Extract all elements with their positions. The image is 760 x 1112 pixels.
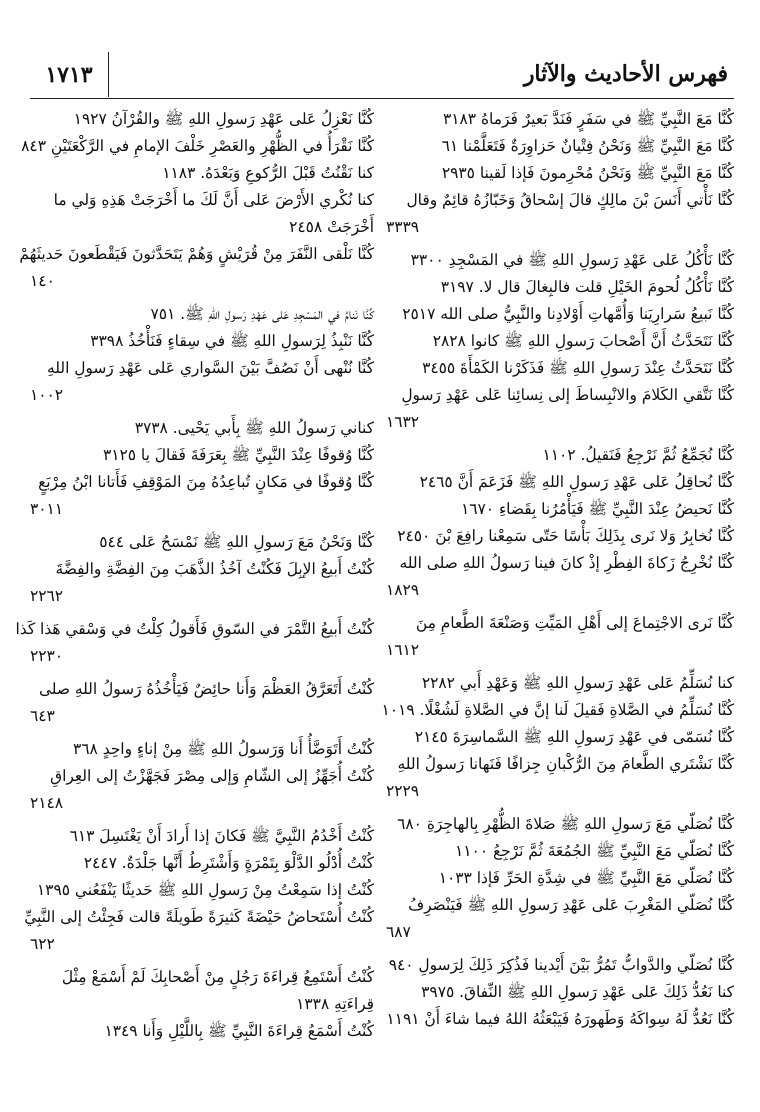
entry-text: كُنَّا نَأْتي أَنَسَ بْنَ مالِكٍ قالَ إسْحاقُ وَخَبّازُهُ قائِمٌ وقال — [406, 191, 734, 209]
index-entry-line — [386, 523, 734, 550]
entry-text: كُنَّا نَتَّقي الكَلامَ والانْبِساطَ إلى نِسائِنا عَلى عَهْدِ رَسولِ — [401, 386, 734, 404]
index-entry-line — [30, 268, 374, 295]
index-entry-line — [386, 952, 734, 979]
index-entry-line — [386, 610, 734, 637]
entry-text: كُنَّا نُنْهى أَنْ نَصُفَّ بَيْنَ السَّواري عَلى عَهْدِ رَسولِ اللهِ — [47, 359, 374, 377]
entry-text: كنا نُسَلِّمُ عَلى عَهْدِ رَسولِ اللهِ ﷺ وَعَهْدِ أَبي — [459, 674, 734, 692]
index-entry-line — [30, 529, 374, 556]
index-entry-line — [386, 496, 734, 523]
index-entry-line — [386, 724, 734, 751]
index-entry-line — [30, 583, 374, 610]
index-entry-line — [386, 301, 734, 328]
entry-text: كُنَّا نَقْرَأُ في الظُّهْرِ والعَصْرِ خَلْفَ الإمامِ في الرَّكْعَتَيْنِ — [50, 137, 374, 155]
entry-page-number: ٣٧٣٨ — [134, 419, 168, 437]
entry-page-number: ٦١ — [441, 137, 459, 155]
entry-text: كُنْتُ أُجَهِّزُ إلى الشّامِ وَإلى مِصْرَ فَجَهَّزْتُ إلى العِراقِ — [50, 767, 374, 785]
entry-page-number: ٣٣٠٠ — [410, 251, 444, 269]
entry-page-number: ٢٢٦٢ — [30, 587, 64, 605]
entry-page-number: ٣٣٣٩ — [386, 218, 420, 236]
index-entry-line — [30, 703, 374, 730]
entry-text: كُنْتُ أُدْلُو الدَّلْوَ بِتَمْرَةٍ وَأَشْتَرِطُ أَنَّها جَلْدَةٌ. — [121, 854, 374, 872]
entry-text: كنا نُكْري الأَرْضَ عَلى أَنَّ لَكَ ما أَخْرَجَتْ هَذِهِ وَلي ما — [53, 191, 374, 209]
index-entry-line — [386, 778, 734, 805]
index-entry-line — [30, 301, 374, 328]
entry-page-number: ٣١٩٧ — [440, 278, 474, 296]
index-entry-line — [30, 736, 374, 763]
entry-text: كُنَّا نُصَلّي مَعَ النَّبِيِّ ﷺ في شِدَّةِ الحَرِّ فَإذا — [476, 869, 734, 887]
index-entry-line — [21, 133, 374, 160]
entry-text: كُنَّا نَتَحَدَّثُ عِنْدَ رَسولِ اللهِ ﷺ فَذَكَرْنا الكَمْأَةَ — [460, 359, 734, 377]
index-entry-line — [386, 919, 734, 946]
index-entry-line — [386, 637, 734, 664]
index-entry-line — [386, 355, 734, 382]
entry-page-number: ٦٨٧ — [386, 923, 411, 941]
index-entry-line — [30, 877, 374, 904]
entry-page-number: ٣٦٨ — [72, 740, 98, 758]
entry-page-number: ١٣٣٨ — [296, 995, 330, 1013]
entry-page-number: ٣١٨٣ — [442, 110, 477, 128]
index-entry-line — [386, 187, 734, 214]
index-entry-line — [386, 838, 734, 865]
index-entry-line — [386, 979, 734, 1006]
index-entry-line — [30, 355, 374, 382]
index-entry-line — [386, 133, 734, 160]
entry-text: كُنَّا نُسَلِّمُ في الصَّلاةِ فَقيلَ لَنا إنَّ في الصَّلاةِ لَشُغْلًا. — [419, 701, 734, 719]
index-entry-line — [386, 247, 734, 274]
entry-text: كُنْتُ إذا سَمِعْتُ مِنْ رَسولِ اللهِ ﷺ حَديثًا يَنْفَعُني — [74, 881, 374, 899]
index-entry-line — [386, 409, 734, 436]
entry-text: كُنَّا نَأْكُلُ عَلى عَهْدِ رَسولِ اللهِ ﷺ في المَسْجِدِ — [448, 251, 734, 269]
index-entry-line — [30, 187, 374, 214]
page-header — [30, 52, 734, 99]
entry-text: كُنْتُ أَتَوَضَّأُ أَنا وَرَسولُ اللهِ ﷺ مِنْ إناءٍ واحِدٍ — [102, 740, 374, 758]
entry-text: كُنَّا نَبيعُ سَرارِيَنا وَأُمَّهاتِ أَوْلادِنا والنَّبِيُّ صلى الله — [440, 305, 734, 323]
index-entry-line — [386, 577, 734, 604]
entry-text: كُنَّا نُخابِرُ وَلا نَرى بِذَلِكَ بَأْسًا حَتّى سَمِعْنا رافِعَ بْنَ — [435, 527, 734, 545]
entry-page-number: ١٦٧٠ — [460, 500, 495, 518]
index-entry-line — [30, 496, 374, 523]
document-page — [15, 52, 734, 1102]
entry-text: كُنَّا نَأْكُلُ لُحومَ الخَيْلِ قلت فالبِغالَ قال لا. — [478, 278, 734, 296]
entry-page-number: ٢٤٥٨ — [289, 218, 323, 236]
entry-text: كُنَّا وُقوفًا في مَكانٍ تُباعِدُهُ مِنَ المَوْقِفِ فَأَتانا ابْنُ مِرْبَعٍ — [38, 473, 374, 491]
index-entry-line — [386, 892, 734, 919]
index-entry-line — [386, 865, 734, 892]
index-entry-line — [30, 469, 374, 496]
index-entry-line — [386, 382, 734, 409]
index-entry-line — [386, 274, 734, 301]
entry-text: كُنْتُ أَتَعَرَّقُ العَظْمَ وَأَنا حائِضٌ فَيَأْخُذُهُ رَسولُ اللهِ صلى — [38, 680, 374, 698]
entry-text: كُنْتُ أُسْتَحاضُ حَيْضَةً كَثيرَةً طَويلَةً قالت فَجِئْتُ إلى النَّبِيِّ — [24, 908, 374, 926]
entry-text: كُنْتُ أَسْتَمِعُ قِراءَةَ رَجُلٍ مِنْ أَصْحابِكَ لَمْ أَسْمَعْ مِثْلَ — [61, 968, 374, 986]
entry-page-number: ٢١٤٨ — [30, 794, 64, 812]
entry-text: كُنَّا نُصَلّي مَعَ النَّبِيِّ ﷺ الجُمُعَةَ ثُمَّ نَرْجِعُ — [492, 842, 734, 860]
entry-text: كنا نَعُدُّ ذَلِكَ عَلى عَهْدِ رَسولِ اللهِ ﷺ النِّفاقَ. — [459, 983, 734, 1001]
entry-page-number: ٩٤٠ — [388, 956, 414, 974]
index-entry-line — [30, 415, 374, 442]
entry-text: كُنَّا نَرى الاجْتِماعَ إلى أَهْلِ المَيِّتِ وَصَنْعَةَ الطَّعامِ مِنَ — [415, 614, 734, 632]
right-column — [381, 106, 734, 1102]
entry-page-number: ٦٢٢ — [30, 935, 55, 953]
index-entry-line — [386, 160, 734, 187]
entry-text: كُنَّا نَتَحَدَّثُ أَنَّ أَصْحابَ رَسولِ اللهِ ﷺ كانوا — [470, 332, 734, 350]
index-entry-line — [30, 106, 374, 133]
entry-page-number: ٢٤٥٠ — [397, 527, 431, 545]
index-entry-line — [386, 469, 734, 496]
left-column — [15, 106, 374, 1102]
index-entry-line — [19, 241, 374, 268]
index-entry-line — [30, 214, 374, 241]
entry-page-number: ٥٤٤ — [99, 533, 125, 551]
entry-page-number: ٧٥١ — [150, 305, 176, 323]
index-entry-line — [30, 964, 374, 991]
entry-page-number: ١١٩١ — [386, 1010, 420, 1028]
entry-text: قِراءَتِهِ — [334, 995, 374, 1013]
entry-text: كُنَّا مَعَ النَّبِيِّ ﷺ في سَفَرٍ فَنَدَّ بَعيرٌ فَرَماهُ — [480, 110, 734, 128]
entry-text: كُنَّا نَحيضُ عِنْدَ النَّبِيِّ ﷺ فَيَأْمُرُنا بِقَضاءِ — [498, 500, 734, 518]
entry-page-number: ٦٨٠ — [397, 815, 422, 833]
entry-text: كُنَّا نَعُدُّ لَهُ سِواكَهُ وَطَهورَهُ فَيَبْعَثُهُ اللهُ فيما شاءَ أَنْ — [424, 1010, 734, 1028]
entry-page-number: ٣٩٧٥ — [421, 983, 455, 1001]
entry-page-number: ١١٨٣ — [162, 164, 196, 182]
index-entry-line — [30, 676, 374, 703]
index-entry-line — [30, 328, 374, 355]
entry-page-number: ١٦٣٢ — [386, 413, 420, 431]
index-entry-line — [386, 106, 734, 133]
entry-page-number: ١٦١٢ — [386, 641, 420, 659]
entry-text: كُنْتُ أَخْدُمُ النَّبِيَّ ﷺ فَكانَ إذا أَرادَ أَنْ يَغْتَسِلَ — [99, 827, 374, 845]
entry-page-number: ٢٢٢٩ — [386, 782, 420, 800]
entry-page-number: ٢٤٦٥ — [419, 473, 453, 491]
index-entry-line — [381, 697, 734, 724]
index-entry-line — [24, 904, 374, 931]
index-entry-line — [30, 790, 374, 817]
entry-text: كنا نَقْنُتُ قَبْلَ الرُّكوعِ وَبَعْدَهُ. — [200, 164, 374, 182]
entry-page-number: ١٣٤٩ — [104, 1022, 138, 1040]
entry-page-number: ٢٨٢٨ — [432, 332, 466, 350]
entry-text: كُنَّا مَعَ النَّبِيِّ ﷺ وَنَحْنُ فِتْيانٌ حَزاوِرَةٌ فَتَعَلَّمْنا — [463, 137, 734, 155]
index-entry-line — [30, 382, 374, 409]
index-entry-line — [386, 811, 734, 838]
entry-text: كُنْتُ أَبيعُ التَّمْرَ في السّوقِ فَأَقولُ كِلْتُ في وَسْقي هَذا كَذا — [15, 620, 374, 638]
index-entry-line — [386, 214, 734, 241]
entry-text: كُنَّا نَنْبِذُ لِرَسولِ اللهِ ﷺ في سِقاءٍ فَنَأْخُذُ — [128, 332, 374, 350]
entry-text: كُنَّا نُصَلّي المَغْرِبَ عَلى عَهْدِ رَسولِ اللهِ ﷺ فَيَنْصَرِفُ — [408, 896, 734, 914]
entry-text: كُنْتُ أَبيعُ الإبِلَ فَكُنْتُ آخُذُ الذَّهَبَ مِنَ الفِضَّةِ والفِضَّةَ — [55, 560, 374, 578]
entry-page-number: ٢٩٣٥ — [441, 164, 475, 182]
entry-text: كُنَّا نَنامُ في المَسْجِدِ عَلى عَهْدِ رَسولِ اللهِ ﷺ. — [180, 305, 374, 323]
entry-text: كُنَّا مَعَ النَّبِيِّ ﷺ وَنَحْنُ مُحْرِمونَ فَإذا لَقينا — [479, 164, 734, 182]
entry-page-number: ٢٢٨٢ — [421, 674, 455, 692]
entry-page-number: ٣٣٩٨ — [90, 332, 124, 350]
index-entry-line — [386, 670, 734, 697]
entry-text: أَخْرَجَتْ — [327, 218, 374, 236]
entry-text: كُنَّا نُحاقِلُ عَلى عَهْدِ رَسولِ اللهِ ﷺ فَزَعَمَ أَنَّ — [457, 473, 734, 491]
entry-text: كُنَّا نُسَمّى في عَهْدِ رَسولِ اللهِ ﷺ السَّماسِرَةَ — [452, 728, 734, 746]
entry-page-number: ٨٤٣ — [21, 137, 46, 155]
entry-page-number: ٦٤٣ — [30, 707, 55, 725]
index-entry-line — [30, 991, 374, 1018]
entry-page-number: ٢٢٣٠ — [30, 647, 64, 665]
entry-text: كُنَّا نُجَمِّعُ ثُمَّ نَرْجِعُ فَنَقيلُ. — [580, 446, 734, 464]
index-entry-line — [30, 160, 374, 187]
entry-page-number: ٣٠١١ — [30, 500, 64, 518]
index-entry-line — [386, 751, 734, 778]
index-entry-line — [386, 328, 734, 355]
index-entry-line — [30, 763, 374, 790]
entry-text: كُنَّا نُصَلّي مَعَ رَسولِ اللهِ ﷺ صَلاةَ الظُّهْرِ بِالهاجِرَةِ — [426, 815, 734, 833]
entry-text: كُنْتُ أَسْمَعُ قِراءَةَ النَّبِيِّ ﷺ بِاللَّيْلِ وَأَنا — [142, 1022, 374, 1040]
entry-page-number: ٢٥١٧ — [402, 305, 436, 323]
entry-page-number: ٣١٢٥ — [102, 446, 137, 464]
page-number: ١٧١٣ — [30, 52, 109, 97]
entry-text: كُنَّا نَلْقى النَّفَرَ مِنْ قُرَيْشٍ وَهُمْ يَتَحَدَّثونَ فَيَقْطَعونَ حَديثَهُمْ — [19, 245, 374, 263]
entry-page-number: ١٩٢٧ — [73, 110, 107, 128]
entry-page-number: ١٠١٩ — [381, 701, 415, 719]
index-entry-line — [386, 442, 734, 469]
entry-page-number: ١٠٠٢ — [30, 386, 64, 404]
entry-text: كُنَّا نُخْرِجُ زَكاةَ الفِطْرِ إذْ كانَ فينا رَسولُ اللهِ صلى الله — [399, 554, 734, 572]
index-entry-line — [30, 442, 374, 469]
entry-text: كُنَّا نَعْزِلُ عَلى عَهْدِ رَسولِ اللهِ ﷺ والقُرْآنُ — [111, 110, 374, 128]
entry-page-number: ٦١٣ — [69, 827, 95, 845]
entry-page-number: ١٤٠ — [30, 272, 55, 290]
entry-page-number: ١٣٩٥ — [36, 881, 70, 899]
index-entry-line — [30, 823, 374, 850]
index-entry-line — [386, 550, 734, 577]
index-entry-line — [30, 1018, 374, 1045]
index-entry-line — [30, 850, 374, 877]
index-entry-line — [30, 556, 374, 583]
index-entry-line — [30, 931, 374, 958]
entry-page-number: ١٠٣٣ — [438, 869, 472, 887]
entry-text: كُنَّا نَشْتَري الطَّعامَ مِنَ الرُّكْبانِ جِزافًا فَنَهانا رَسولُ اللهِ — [397, 755, 734, 773]
index-entry-line — [386, 1006, 734, 1033]
entry-page-number: ٢١٤٥ — [414, 728, 448, 746]
entry-page-number: ١١٠٢ — [542, 446, 576, 464]
index-entry-line — [30, 643, 374, 670]
entry-text: كُنَّا وُقوفًا عِنْدَ النَّبِيِّ ﷺ بِعَرَفَةَ فَقالَ يا — [140, 446, 374, 464]
index-entry-line — [15, 616, 374, 643]
page-title: فهرس الأحاديث والآثار — [523, 61, 728, 87]
entry-page-number: ٣٤٥٥ — [422, 359, 456, 377]
entry-page-number: ١١٠٠ — [454, 842, 489, 860]
entry-text: كُنَّا نُصَلّي والدَّوابُّ تَمُرُّ بَيْنَ أَيْدينا فَذُكِرَ ذَلِكَ لِرَسولِ — [418, 956, 734, 974]
entry-text: كُنَّا وَنَحْنُ مَعَ رَسولِ اللهِ ﷺ نَمْسَحُ عَلى — [128, 533, 374, 551]
entry-text: كناني رَسولُ اللهِ ﷺ بِأَبي يَحْيى. — [172, 419, 374, 437]
entry-page-number: ٢٤٤٧ — [83, 854, 117, 872]
entry-page-number: ١٨٢٩ — [386, 581, 420, 599]
